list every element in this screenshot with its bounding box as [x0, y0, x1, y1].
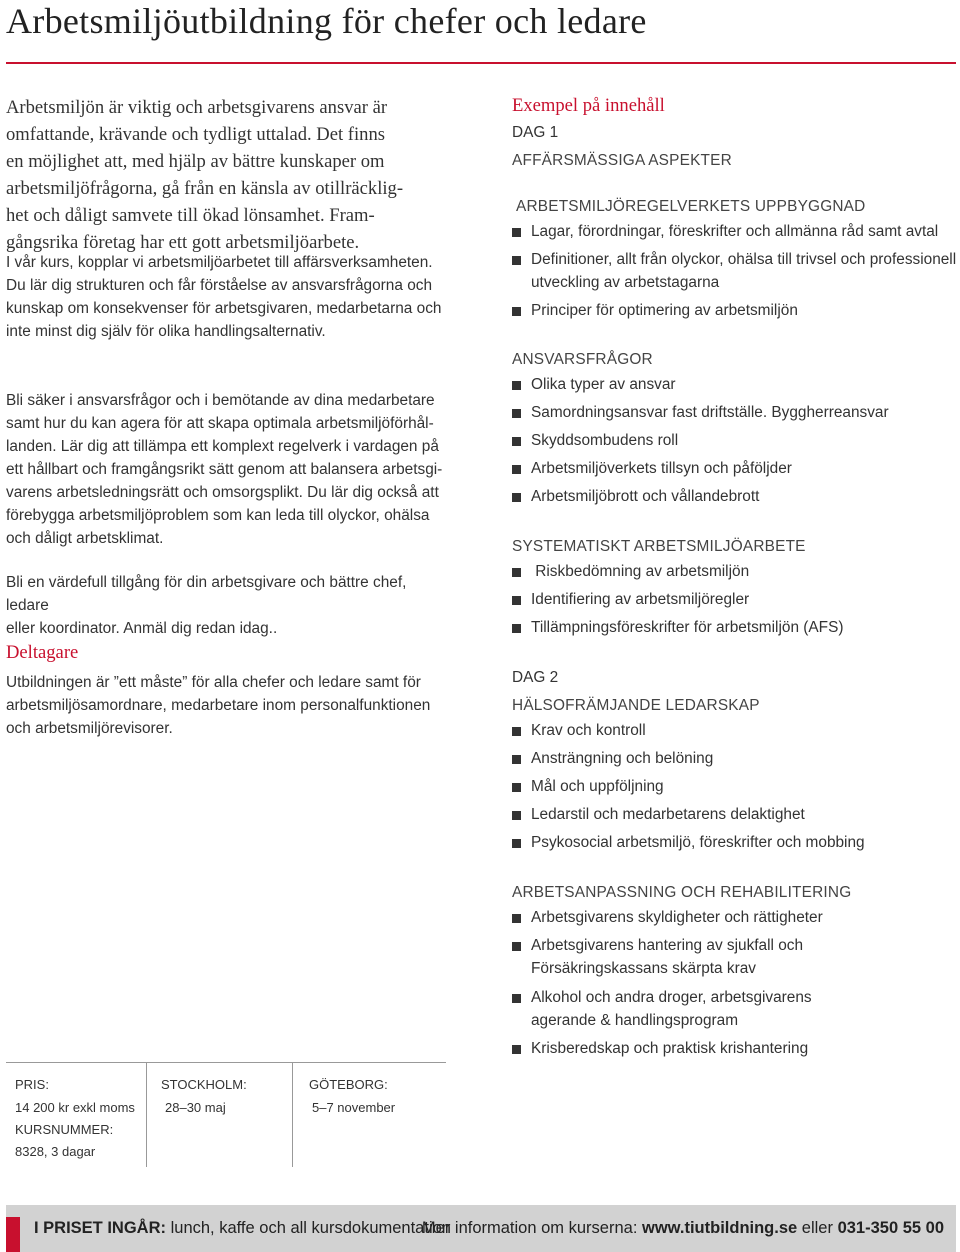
paragraph-line: ett hållbart och framgångsrikt sätt genom att balansera arbetsgi- [6, 461, 443, 478]
bullet-icon [512, 568, 521, 577]
footer-website-link[interactable]: www.tiutbildning.se [641, 1219, 798, 1237]
bullet-icon [512, 1045, 521, 1054]
bullet-icon [512, 994, 521, 1003]
list-item: Lagar, förordningar, föreskrifter och allmänna råd samt avtal [512, 220, 960, 243]
intro-line: gångsrika företag har ett gott arbetsmiljöarbete. [6, 232, 360, 253]
bullet-icon [512, 783, 521, 792]
list-item: Krisberedskap och praktisk krishantering [512, 1037, 960, 1060]
list-item: Skyddsombudens roll [512, 429, 960, 452]
bullet-icon [512, 839, 521, 848]
list-item: Alkohol och andra droger, arbetsgivarens agerande & handlingsprogram [512, 986, 821, 1032]
stockholm-label: STOCKHOLM: [161, 1077, 247, 1092]
stockholm-column [152, 1063, 293, 1167]
stockholm-dates: 28–30 maj [165, 1100, 226, 1115]
list-item: Arbetsgivarens hantering av sjukfall och Försäkringskassans skärpta krav [512, 934, 821, 980]
bullet-icon [512, 465, 521, 474]
list-item: Mål och uppföljning [512, 775, 960, 798]
list-item: Arbetsmiljöverkets tillsyn och påföljder [512, 457, 960, 480]
footer-included-label: I PRISET INGÅR: [34, 1219, 167, 1237]
list-item: Ledarstil och medarbetarens delaktighet [512, 803, 960, 826]
intro-line: omfattande, krävande och tydligt uttalad. Det finns [6, 124, 385, 145]
page-title: Arbetsmiljöutbildning för chefer och ledare [6, 1, 647, 41]
paragraph-line: förebygga arbetsmiljöproblem som kan leda till olyckor, ohälsa [6, 507, 430, 524]
bullet-icon [512, 755, 521, 764]
list-item: Arbetsmiljöbrott och vållandebrott [512, 485, 960, 508]
list-item: Definitioner, allt från olyckor, ohälsa till trivsel och professionell utveckling av arbetstagarna [512, 248, 960, 294]
content-heading: Exempel på innehåll [512, 95, 665, 116]
course-paragraph-2 [6, 389, 452, 550]
bullet-icon [512, 493, 521, 502]
course-number-label: KURSNUMMER: [15, 1122, 114, 1137]
bullet-icon [512, 596, 521, 605]
deltagare-heading: Deltagare [6, 642, 79, 663]
intro-serif-paragraph [6, 94, 452, 256]
course-paragraph-3 [6, 571, 452, 640]
intro-line: Arbetsmiljön är viktig och arbetsgivarens ansvar är [6, 97, 388, 118]
list-item: Arbetsgivarens skyldigheter och rättigheter [512, 906, 960, 929]
section-heading: ANSVARSFRÅGOR [512, 351, 653, 368]
section-heading: ARBETSMILJÖREGELVERKETS UPPBYGGNAD [516, 198, 866, 215]
day-1-subtitle: AFFÄRSMÄSSIGA ASPEKTER [512, 152, 732, 169]
deltagare-paragraph [6, 671, 452, 740]
bullet-icon [512, 381, 521, 390]
price-label: PRIS: [15, 1077, 49, 1092]
list-item: Ansträngning och belöning [512, 747, 960, 770]
intro-line: arbetsmiljöfrågorna, gå från en känsla av otillräcklig- [6, 178, 404, 199]
paragraph-line: samt hur du kan agera för att skapa optimala arbetsmiljöförhål- [6, 415, 434, 432]
section-heading: ARBETSANPASSNING OCH REHABILITERING [512, 884, 852, 901]
footer-bar [6, 1205, 956, 1252]
paragraph-line: Utbildningen är ”ett måste” för alla chefer och ledare samt för [6, 674, 421, 691]
bullet-icon [512, 409, 521, 418]
day-2-subtitle: HÄLSOFRÄMJANDE LEDARSKAP [512, 697, 760, 714]
paragraph-line: landen. Lär dig att tillämpa ett komplext regelverk i vardagen på [6, 438, 439, 455]
list-item: Olika typer av ansvar [512, 373, 960, 396]
course-paragraph-1 [6, 251, 452, 343]
paragraph-line: och arbetsmiljörevisorer. [6, 720, 173, 737]
goteborg-column [300, 1063, 440, 1167]
bullet-icon [512, 727, 521, 736]
footer-phone[interactable]: 031-350 55 00 [837, 1219, 944, 1237]
list-item: Samordningsansvar fast driftställe. Byggherreansvar [512, 401, 960, 424]
bullet-icon [512, 228, 521, 237]
list-item: Identifiering av arbetsmiljöregler [512, 588, 960, 611]
day-2-label: DAG 2 [512, 669, 559, 686]
price-value: 14 200 kr exkl moms [15, 1100, 135, 1115]
section-heading: SYSTEMATISKT ARBETSMILJÖARBETE [512, 538, 806, 555]
bullet-icon [512, 811, 521, 820]
footer-or: eller [797, 1219, 838, 1237]
bullet-icon [512, 624, 521, 633]
list-item: Krav och kontroll [512, 719, 960, 742]
paragraph-line: Du lär dig strukturen och får förståelse av ansvarsfrågorna och [6, 277, 433, 294]
list-item: Psykosocial arbetsmiljö, föreskrifter och mobbing [512, 831, 960, 854]
paragraph-line: och dåligt arbetsklimat. [6, 530, 164, 547]
bullet-icon [512, 256, 521, 265]
paragraph-line: Bli säker i ansvarsfrågor och i bemötande av dina medarbetare [6, 392, 435, 409]
list-item: Riskbedömning av arbetsmiljön [512, 560, 960, 583]
footer-included-text: lunch, kaffe och all kursdokumentation [166, 1219, 451, 1237]
goteborg-dates: 5–7 november [312, 1100, 396, 1115]
intro-line: en möjlighet att, med hjälp av bättre kunskaper om [6, 151, 385, 172]
price-column [6, 1063, 147, 1167]
bullet-icon [512, 914, 521, 923]
course-info-table [6, 1062, 446, 1167]
bullet-icon [512, 437, 521, 446]
paragraph-line: eller koordinator. Anmäl dig redan idag.. [6, 620, 278, 637]
intro-line: het och dåligt samvete till ökad lönsamhet. Fram- [6, 205, 375, 226]
bullet-icon [512, 942, 521, 951]
day-1-label: DAG 1 [512, 124, 559, 141]
title-divider [6, 62, 956, 64]
list-item: Tillämpningsföreskrifter för arbetsmiljön (AFS) [512, 616, 960, 639]
footer-included [34, 1219, 451, 1238]
footer-accent [6, 1217, 20, 1252]
list-item: Principer för optimering av arbetsmiljön [512, 299, 960, 322]
paragraph-line: I vår kurs, kopplar vi arbetsmiljöarbetet till affärsverksamheten. [6, 254, 433, 271]
paragraph-line: inte minst dig själv för olika handlingsalternativ. [6, 323, 326, 340]
footer-more-info: Mer information om kurserna: [421, 1219, 642, 1237]
paragraph-line: Bli en värdefull tillgång för din arbetsgivare och bättre chef, ledare [6, 574, 407, 614]
bullet-icon [512, 307, 521, 316]
footer-contact [422, 1219, 944, 1238]
paragraph-line: kunskap om konsekvenser för arbetsgivaren, medarbetarna och [6, 300, 442, 317]
paragraph-line: varens arbetsledningsrätt och omsorgsplikt. Du lär dig också att [6, 484, 439, 501]
course-number-value: 8328, 3 dagar [15, 1144, 96, 1159]
goteborg-label: GÖTEBORG: [309, 1077, 388, 1092]
paragraph-line: arbetsmiljösamordnare, medarbetare inom personalfunktionen [6, 697, 431, 714]
